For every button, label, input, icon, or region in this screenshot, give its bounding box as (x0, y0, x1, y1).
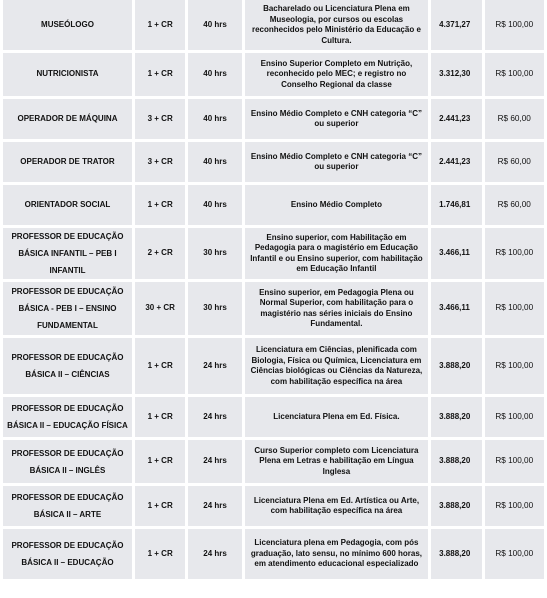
carga-horaria-cell: 40 hrs (188, 142, 241, 182)
carga-horaria-cell: 40 hrs (188, 99, 241, 139)
table-row (3, 53, 544, 96)
cargo-cell: PROFESSOR DE EDUCAÇÃO BÁSICA II – CIÊNCIAS (3, 338, 132, 394)
taxa-value: R$ 100,00 (495, 456, 534, 466)
taxa-value: R$ 60,00 (497, 156, 531, 166)
cargo-cell: MUSEÓLOGO (3, 0, 132, 50)
vagas-cell: 1 + CR (135, 486, 185, 526)
table-row (3, 99, 544, 139)
taxa-value: R$ 100,00 (495, 500, 534, 510)
vagas-cell: 30 + CR (135, 282, 185, 335)
carga-horaria-cell: 40 hrs (188, 185, 241, 225)
vencimento-cell: 4.371,27 (431, 0, 481, 50)
carga-horaria-cell: 40 hrs (188, 0, 241, 50)
carga-horaria-cell: 24 hrs (188, 529, 241, 579)
requisitos-cell: Ensino Médio Completo e CNH categoria “C” ou superior (245, 99, 428, 139)
vencimento-cell: 3.888,20 (431, 397, 481, 437)
vencimento-cell: 3.888,20 (431, 440, 481, 483)
taxa-cell (485, 185, 545, 225)
table-row (3, 0, 544, 50)
cargo-cell: PROFESSOR DE EDUCAÇÃO BÁSICA II – ARTE (3, 486, 132, 526)
carga-horaria-cell: 24 hrs (188, 338, 241, 394)
table-row (3, 440, 544, 483)
vagas-cell: 2 + CR (135, 228, 185, 279)
cargo-cell: PROFESSOR DE EDUCAÇÃO BÁSICA II – EDUCAÇÃO (3, 529, 132, 579)
cargo-cell: PROFESSOR DE EDUCAÇÃO BÁSICA - PEB I – ENSINO FUNDAMENTAL (3, 282, 132, 335)
requisitos-cell: Ensino Médio Completo (245, 185, 428, 225)
table-row (3, 529, 544, 579)
taxa-value: R$ 100,00 (495, 248, 534, 258)
vencimento-cell: 3.888,20 (431, 486, 481, 526)
taxa-value: R$ 100,00 (495, 19, 534, 29)
requisitos-cell: Licenciatura em Ciências, plenificada com Biologia, Física ou Química, Licenciatura em Ciências biológicas ou Ciências da Natureza, com habilitação específica na área (245, 338, 428, 394)
carga-horaria-cell: 30 hrs (188, 228, 241, 279)
vagas-cell: 1 + CR (135, 440, 185, 483)
requisitos-cell: Licenciatura Plena em Ed. Física. (245, 397, 428, 437)
taxa-value: R$ 100,00 (495, 303, 534, 313)
cargo-cell: PROFESSOR DE EDUCAÇÃO BÁSICA INFANTIL – PEB I INFANTIL (3, 228, 132, 279)
vencimento-cell: 2.441,23 (431, 142, 481, 182)
cargo-cell: PROFESSOR DE EDUCAÇÃO BÁSICA II – EDUCAÇÃO FÍSICA (3, 397, 132, 437)
taxa-cell (485, 99, 545, 139)
vencimento-cell: 2.441,23 (431, 99, 481, 139)
vencimento-cell: 3.466,11 (431, 282, 481, 335)
taxa-cell (485, 440, 545, 483)
vencimento-cell: 1.746,81 (431, 185, 481, 225)
table-row (3, 282, 544, 335)
taxa-value: R$ 60,00 (497, 199, 531, 209)
cargo-cell: ORIENTADOR SOCIAL (3, 185, 132, 225)
vagas-cell: 1 + CR (135, 397, 185, 437)
carga-horaria-cell: 24 hrs (188, 440, 241, 483)
taxa-cell (485, 53, 545, 96)
taxa-cell (485, 282, 545, 335)
taxa-value: R$ 100,00 (495, 411, 534, 421)
taxa-cell (485, 228, 545, 279)
vagas-cell: 3 + CR (135, 99, 185, 139)
vencimento-cell: 3.466,11 (431, 228, 481, 279)
carga-horaria-cell: 24 hrs (188, 486, 241, 526)
requisitos-cell: Licenciatura plena em Pedagogia, com pós graduação, lato sensu, no mínimo 600 horas, em atendimento educacional especializado (245, 529, 428, 579)
requisitos-cell: Curso Superior completo com Licenciatura Plena em Letras e habilitação em Língua Inglesa (245, 440, 428, 483)
vencimento-cell: 3.888,20 (431, 338, 481, 394)
taxa-cell (485, 486, 545, 526)
taxa-cell (485, 529, 545, 579)
cargo-cell: OPERADOR DE TRATOR (3, 142, 132, 182)
vagas-cell: 1 + CR (135, 0, 185, 50)
vencimento-cell: 3.888,20 (431, 529, 481, 579)
requisitos-cell: Ensino superior, com Habilitação em Pedagogia para o magistério em Educação Infantil e ou Ensino superior, com habilitação em Educação Infantil (245, 228, 428, 279)
vencimento-cell: 3.312,30 (431, 53, 481, 96)
carga-horaria-cell: 40 hrs (188, 53, 241, 96)
requisitos-cell: Bacharelado ou Licenciatura Plena em Museologia, por cursos ou escolas reconhecidos pelo Ministério da Educação e Cultura. (245, 0, 428, 50)
vagas-cell: 3 + CR (135, 142, 185, 182)
taxa-cell (485, 338, 545, 394)
cargo-cell: OPERADOR DE MÁQUINA (3, 99, 132, 139)
cargo-cell: NUTRICIONISTA (3, 53, 132, 96)
carga-horaria-cell: 30 hrs (188, 282, 241, 335)
carga-horaria-cell: 24 hrs (188, 397, 241, 437)
taxa-cell (485, 397, 545, 437)
vagas-cell: 1 + CR (135, 529, 185, 579)
cargo-cell: PROFESSOR DE EDUCAÇÃO BÁSICA II – INGLÊS (3, 440, 132, 483)
taxa-value: R$ 100,00 (495, 360, 534, 370)
taxa-value: R$ 100,00 (495, 69, 534, 79)
table-row (3, 228, 544, 279)
vagas-cell: 1 + CR (135, 185, 185, 225)
requisitos-cell: Ensino superior, em Pedagogia Plena ou Normal Superior, com habilitação para o magistério nas séries iniciais do Ensino Fundamental. (245, 282, 428, 335)
vagas-cell: 1 + CR (135, 53, 185, 96)
taxa-value: R$ 60,00 (497, 113, 531, 123)
taxa-cell (485, 0, 545, 50)
table-row (3, 142, 544, 182)
taxa-value: R$ 100,00 (495, 548, 534, 558)
taxa-cell (485, 142, 545, 182)
table-row (3, 185, 544, 225)
requisitos-cell: Ensino Superior Completo em Nutrição, reconhecido pelo MEC; e registro no Conselho Regional da classe (245, 53, 428, 96)
table-row (3, 486, 544, 526)
vagas-cell: 1 + CR (135, 338, 185, 394)
table-row (3, 338, 544, 394)
table-row (3, 397, 544, 437)
requisitos-cell: Ensino Médio Completo e CNH categoria “C” ou superior (245, 142, 428, 182)
requisitos-cell: Licenciatura Plena em Ed. Artística ou Arte, com habilitação específica na área (245, 486, 428, 526)
